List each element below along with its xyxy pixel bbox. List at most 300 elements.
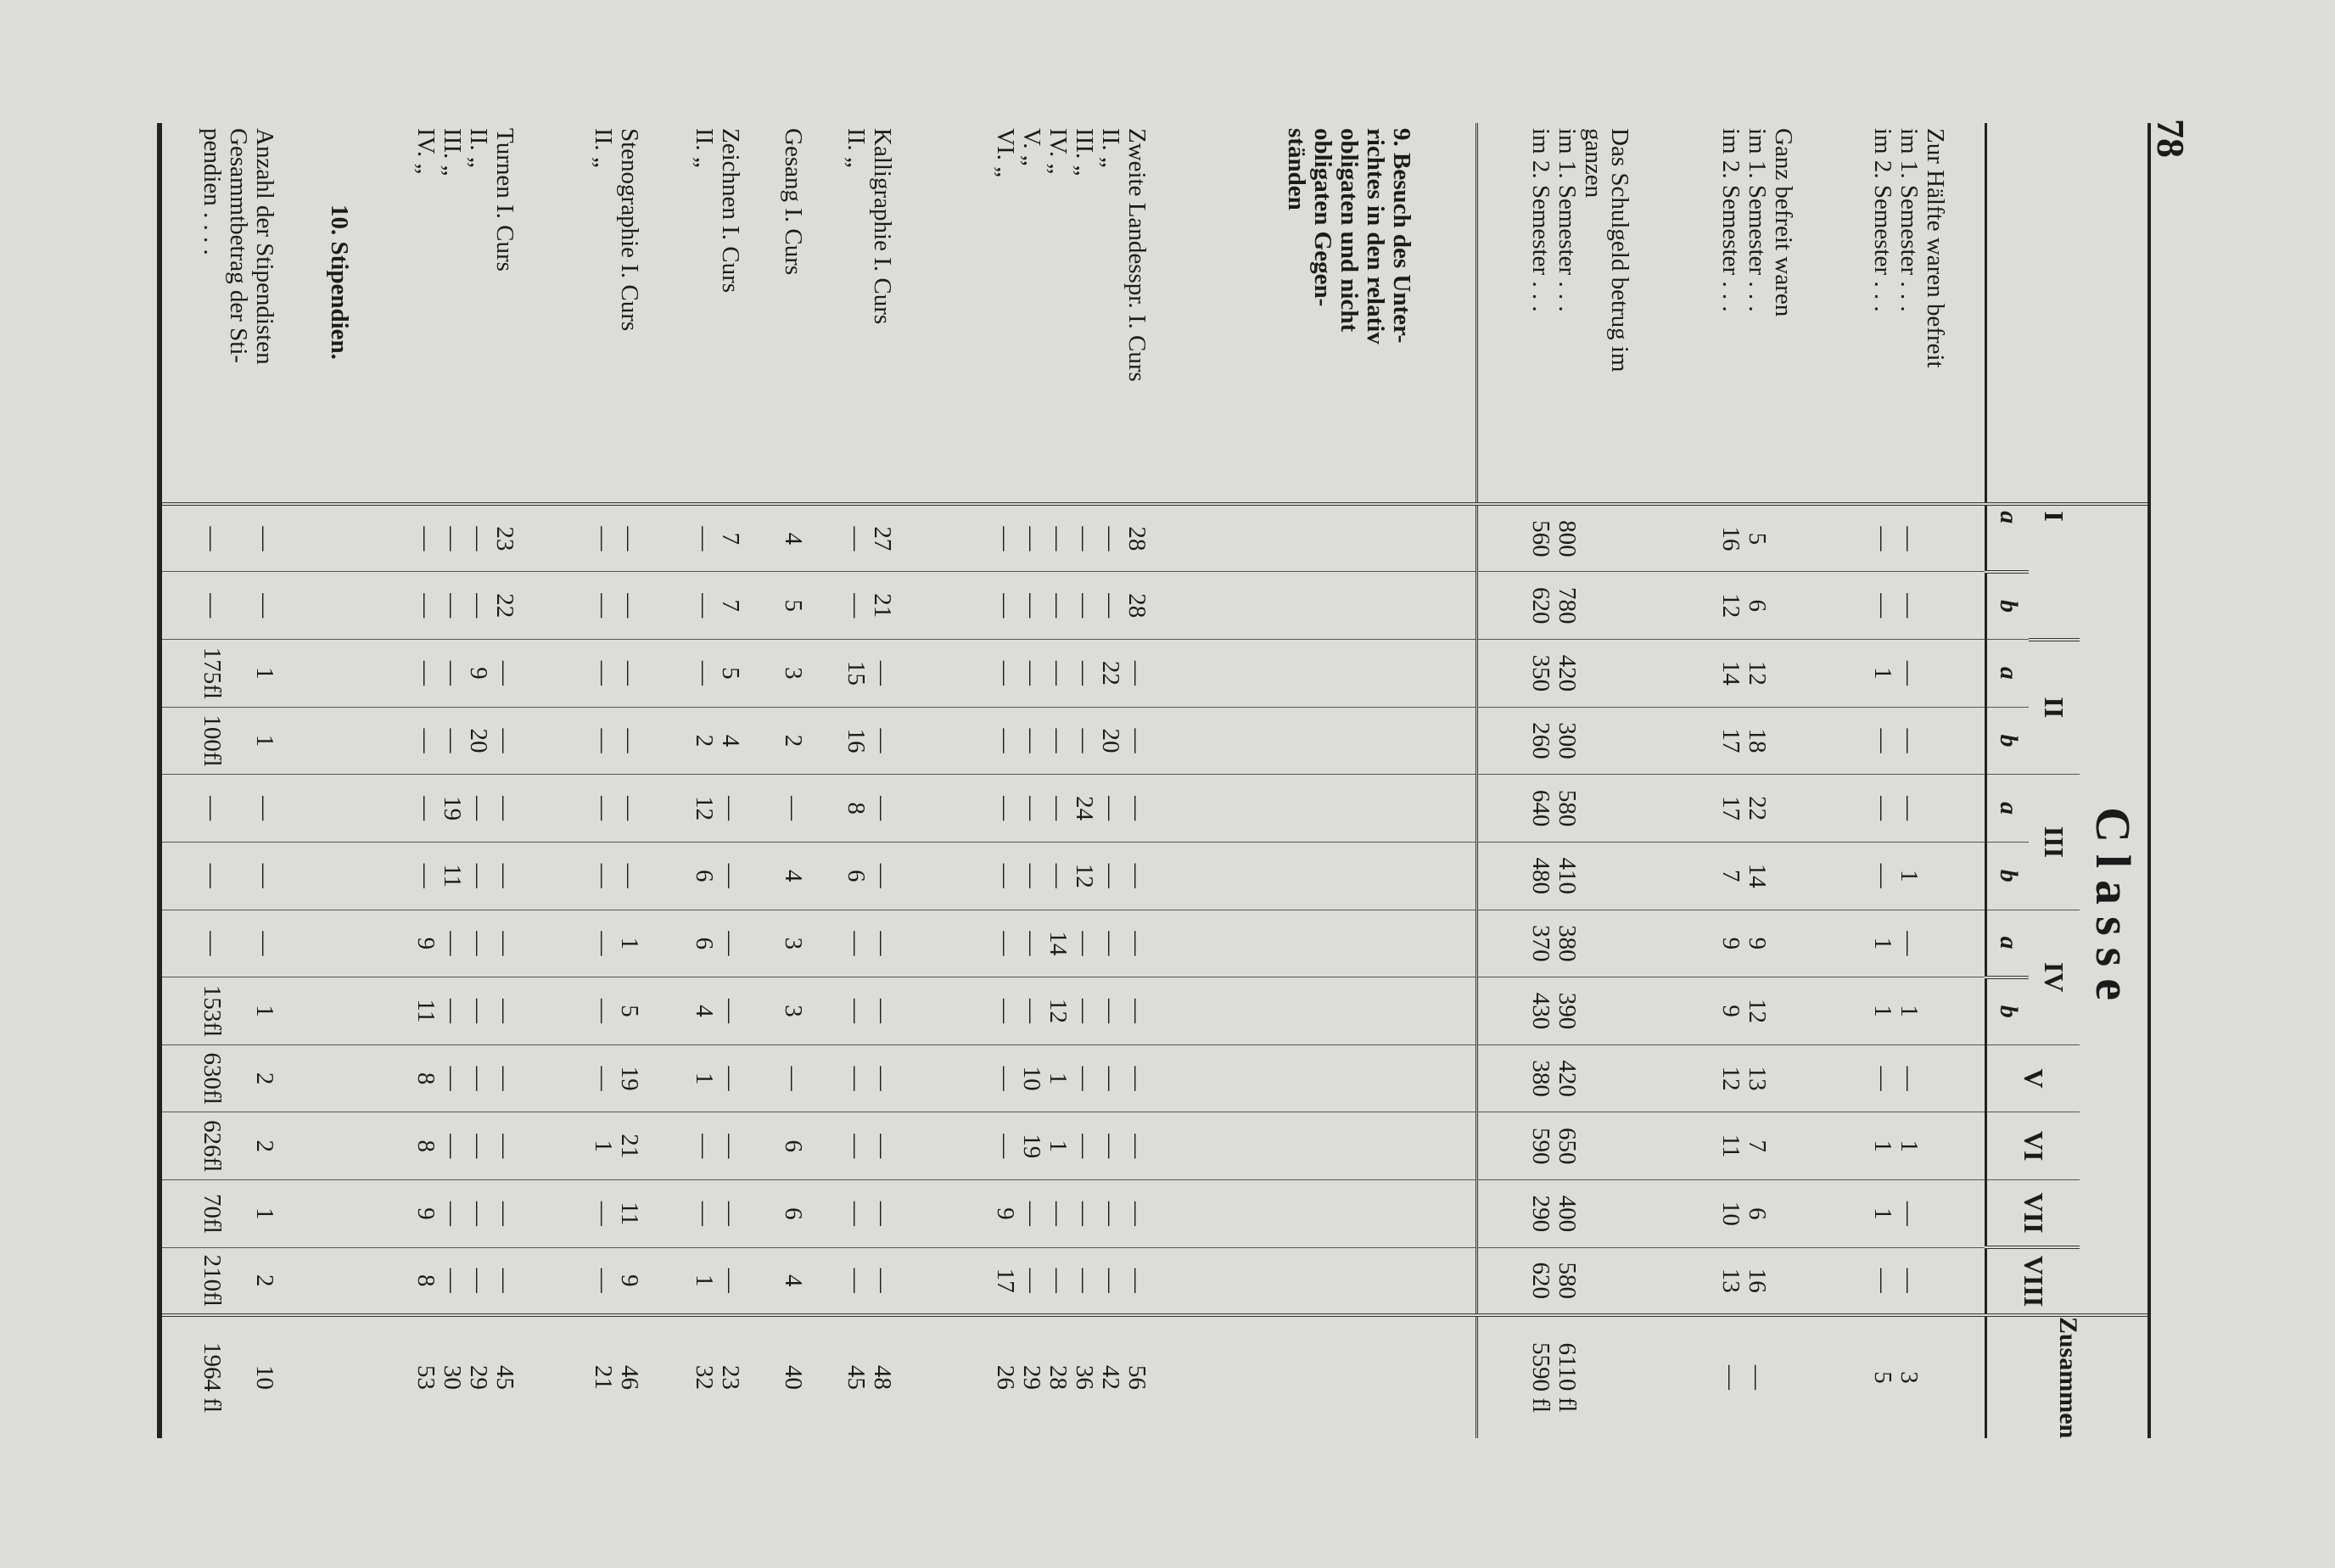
value-cell	[162, 775, 314, 843]
value-cell	[667, 707, 768, 775]
cell-value: 45	[491, 1364, 518, 1390]
row-label-line: pendien . . . .	[198, 128, 226, 255]
cell-value: —	[717, 998, 745, 1023]
table-row-turnen	[364, 123, 566, 1438]
cell-value: —	[1895, 660, 1923, 686]
table-row-zeichnen	[667, 123, 768, 1438]
cell-value: 16	[1716, 526, 1744, 552]
row-label-line: Turnen I. Curs	[491, 128, 518, 272]
value-cell	[667, 1247, 768, 1315]
value-cell	[1476, 1247, 1681, 1315]
value-cell	[1681, 910, 1832, 977]
cell-value: —	[691, 1134, 719, 1159]
cell-value: 5590 fl	[1526, 1341, 1554, 1413]
cell-value: 14	[1044, 931, 1072, 956]
cell-value: —	[1123, 1134, 1151, 1159]
row-label-section10	[314, 123, 364, 504]
cell-value: 3	[780, 937, 808, 950]
cell-value	[225, 1045, 251, 1112]
cell-value: —	[439, 593, 466, 619]
cell-value: —	[691, 526, 719, 552]
cell-value: 5	[616, 1005, 644, 1017]
cell-value: —	[717, 1201, 745, 1226]
cell-value: 3	[1895, 1371, 1923, 1384]
value-cell	[919, 1112, 1222, 1180]
cell-value: 620	[1526, 1262, 1554, 1299]
cell-value: 4	[691, 1005, 719, 1017]
cell-value: —	[991, 660, 1019, 686]
cell-value: —	[991, 593, 1019, 619]
value-cell	[1222, 640, 1476, 708]
cell-value: 7	[717, 599, 745, 612]
value-cell	[1681, 707, 1832, 775]
cell-value: 17	[1716, 796, 1744, 821]
value-cell	[1833, 977, 1986, 1045]
cell-value: 1	[250, 667, 278, 680]
cell-value: 32	[691, 1364, 719, 1390]
cell-value: —	[491, 1201, 518, 1226]
cell-value: 28	[1044, 1364, 1072, 1390]
value-cell	[1681, 842, 1832, 910]
cell-value: —	[250, 593, 278, 619]
cell-value	[1770, 1248, 1796, 1313]
value-cell	[667, 977, 768, 1045]
cell-value	[225, 1112, 251, 1179]
cell-value: —	[1070, 660, 1098, 686]
cell-value: 6110 fl	[1553, 1342, 1581, 1413]
cell-value: 23	[717, 1364, 745, 1390]
value-cell	[667, 1112, 768, 1180]
row-label-line: im 2. Semester . . .	[1869, 128, 1897, 312]
cell-value: 19	[616, 1066, 644, 1091]
value-cell	[1222, 842, 1476, 910]
class-header-vii: VII	[1986, 1180, 2080, 1248]
cell-value	[1770, 910, 1796, 977]
cell-value: —	[590, 931, 618, 956]
cell-value: 9	[616, 1274, 644, 1287]
cell-value	[225, 1317, 251, 1438]
class-header-ii: II	[2029, 640, 2080, 775]
cell-value: —	[465, 796, 492, 821]
cell-value: 12	[1716, 1066, 1744, 1091]
cell-value: 11	[412, 999, 440, 1023]
cell-value: —	[1070, 1201, 1098, 1226]
row-label-line: Kalligraphie I. Curs	[868, 128, 896, 325]
cell-value: 4	[780, 532, 808, 546]
cell-value: —	[842, 593, 870, 619]
cell-value: 1	[1044, 1140, 1072, 1152]
table-row-stenographie	[566, 123, 667, 1438]
cell-value: 21	[868, 593, 896, 619]
cell-value: 9	[1716, 1005, 1744, 1017]
cell-value: 3	[780, 667, 808, 680]
cell-value: —	[1123, 863, 1151, 888]
row-label-line: obligaten Gegen-	[1309, 128, 1337, 307]
value-cell	[1222, 504, 1476, 572]
cell-value: —	[1895, 796, 1923, 821]
row-label-schulgeld	[1476, 123, 1681, 504]
cell-value: —	[1895, 728, 1923, 753]
cell-value	[1606, 843, 1632, 910]
value-cell	[1222, 977, 1476, 1045]
value-cell	[566, 1180, 667, 1248]
cell-value: —	[439, 660, 466, 686]
cell-value: —	[868, 728, 896, 753]
cell-value: 8	[842, 802, 870, 815]
cell-value: 21	[616, 1134, 644, 1159]
cell-value: 1	[691, 1072, 719, 1085]
cell-value: —	[842, 1066, 870, 1091]
cell-value: —	[1869, 796, 1897, 821]
cell-value: 12	[1716, 593, 1744, 619]
cell-value: —	[868, 931, 896, 956]
cell-value: —	[590, 796, 618, 821]
cell-value	[1922, 1248, 1948, 1313]
value-cell	[314, 910, 364, 977]
row-label-befreit-half	[1833, 123, 1986, 504]
sub-header-iii-a: a	[1986, 775, 2029, 843]
cell-value: 2	[780, 734, 808, 748]
cell-value	[1580, 506, 1606, 571]
cell-value: 40	[780, 1364, 808, 1390]
cell-value	[1580, 843, 1606, 910]
cell-value: 6	[691, 869, 719, 882]
cell-value: —	[1895, 1268, 1923, 1293]
row-label-gesang	[768, 123, 818, 504]
cell-value: 29	[1017, 1364, 1045, 1390]
row-label-line: Gesang I. Curs	[780, 128, 808, 276]
row-label-line: im 2. Semester . . .	[1716, 128, 1744, 312]
value-cell	[314, 1180, 364, 1248]
cell-value: 5	[717, 667, 745, 680]
cell-value: —	[1017, 593, 1045, 619]
cell-value: 7	[717, 532, 745, 546]
value-cell	[667, 1180, 768, 1248]
cell-value: 7	[1743, 1140, 1771, 1152]
cell-value: 430	[1526, 992, 1554, 1030]
value-cell	[314, 1247, 364, 1315]
row-label-line: VI. „	[991, 128, 1019, 177]
cell-value: 630fl	[198, 1052, 226, 1105]
cell-value: 1	[616, 937, 644, 950]
cell-value: —	[717, 1066, 745, 1091]
cell-value: —	[616, 526, 644, 552]
cell-value: 29	[465, 1364, 492, 1390]
value-cell	[919, 707, 1222, 775]
sub-header-ii-a: a	[1986, 640, 2029, 708]
cell-value	[1770, 1112, 1796, 1179]
cell-value: 70fl	[198, 1193, 226, 1234]
value-cell	[364, 1247, 566, 1315]
value-cell	[818, 1044, 919, 1112]
value-cell	[162, 707, 314, 775]
cell-value: 390	[1553, 992, 1581, 1030]
cell-value	[1922, 1180, 1948, 1247]
cell-value: —	[1869, 863, 1897, 888]
classe-header: Classe	[2080, 504, 2147, 1315]
cell-value	[1580, 1180, 1606, 1247]
table-row-stipendisten	[162, 123, 314, 1438]
table-row-zweite-landesspr	[919, 123, 1222, 1438]
cell-value: 580	[1553, 789, 1581, 827]
cell-value: —	[1017, 998, 1045, 1023]
value-cell	[162, 1112, 314, 1180]
cell-value: 5	[780, 599, 808, 612]
cell-value: —	[616, 796, 644, 821]
value-cell	[768, 775, 818, 843]
cell-value	[225, 506, 251, 571]
cell-value: —	[1017, 863, 1045, 888]
cell-value	[1580, 910, 1606, 977]
value-cell	[566, 910, 667, 977]
cell-value: 1	[691, 1274, 719, 1287]
value-cell	[364, 1112, 566, 1180]
cell-value: —	[439, 931, 466, 956]
cell-value: —	[991, 526, 1019, 552]
cell-value: 22	[491, 593, 518, 619]
value-cell	[818, 707, 919, 775]
row-label-line: richtes in den relativ	[1362, 128, 1390, 344]
cell-value	[225, 1180, 251, 1247]
cell-value	[1606, 640, 1632, 707]
row-label-line: im 1. Semester . . .	[1895, 128, 1923, 312]
cell-value: —	[1044, 1268, 1072, 1293]
cell-value: 28	[1123, 593, 1151, 619]
cell-value: —	[491, 796, 518, 821]
cell-value: —	[991, 1134, 1019, 1159]
value-cell	[162, 504, 314, 572]
cell-value: 580	[1553, 1262, 1581, 1299]
cell-value: 16	[842, 728, 870, 753]
cell-value	[1922, 1317, 1948, 1438]
cell-value: —	[590, 526, 618, 552]
value-cell	[1476, 775, 1681, 843]
value-cell	[566, 775, 667, 843]
value-cell	[1833, 707, 1986, 775]
value-cell	[364, 1044, 566, 1112]
cell-value	[1606, 775, 1632, 842]
cell-value: —	[717, 1268, 745, 1293]
row-label-line: II. „	[465, 128, 492, 168]
class-header-vi: VI	[1986, 1112, 2080, 1180]
row-label-line: Gesammtbetrag der Sti-	[224, 128, 252, 364]
cell-value	[1770, 1045, 1796, 1112]
cell-value: 1	[1044, 1072, 1072, 1085]
value-cell	[768, 1180, 818, 1248]
cell-value: —	[1044, 1201, 1072, 1226]
value-cell	[1222, 1044, 1476, 1112]
cell-value: 260	[1526, 722, 1554, 759]
cell-value: —	[439, 728, 466, 753]
cell-value: —	[412, 526, 440, 552]
sub-header-iv-a: a	[1986, 910, 2029, 977]
table-row-gesang	[768, 123, 818, 1438]
cell-value: —	[616, 660, 644, 686]
cell-value: —	[842, 526, 870, 552]
row-label-line: IV. „	[1044, 128, 1072, 175]
cell-value: —	[1096, 931, 1124, 956]
cell-value	[1606, 1045, 1632, 1112]
value-cell	[162, 842, 314, 910]
cell-value: 620	[1526, 586, 1554, 624]
value-cell	[818, 1180, 919, 1248]
cell-value: —	[1096, 1134, 1124, 1159]
cell-value: —	[491, 728, 518, 753]
cell-value	[1770, 775, 1796, 842]
value-cell	[919, 572, 1222, 640]
value-cell	[162, 640, 314, 708]
cell-value: 3	[780, 1005, 808, 1017]
cell-value: 22	[1096, 660, 1124, 686]
table-row-kalligraphie	[818, 123, 919, 1438]
cell-value: —	[691, 1201, 719, 1226]
cell-value: 2	[250, 1274, 278, 1287]
cell-value: 36	[1070, 1364, 1098, 1390]
value-cell	[919, 775, 1222, 843]
value-cell	[566, 707, 667, 775]
cell-value: —	[1070, 593, 1098, 619]
cell-value: 20	[1096, 728, 1124, 753]
value-cell	[1681, 1247, 1832, 1315]
value-cell	[667, 910, 768, 977]
value-cell	[1476, 842, 1681, 910]
cell-value: —	[616, 593, 644, 619]
value-cell	[162, 572, 314, 640]
value-cell	[364, 640, 566, 708]
cell-value: —	[842, 1268, 870, 1293]
cell-value: 9	[412, 937, 440, 950]
cell-value: —	[590, 998, 618, 1023]
value-cell	[768, 910, 818, 977]
cell-value: 19	[439, 796, 466, 821]
cell-value: —	[1070, 998, 1098, 1023]
row-label-line: im 1. Semester . . .	[1743, 128, 1771, 312]
zusammen-header: Zusammen	[1986, 1315, 2147, 1438]
cell-value	[225, 910, 251, 977]
cell-value: —	[491, 1134, 518, 1159]
cell-value: 2	[250, 1072, 278, 1085]
cell-value: 9	[1716, 937, 1744, 950]
row-label-line: im 2. Semester . . .	[1526, 128, 1554, 312]
cell-value: 9	[465, 667, 492, 680]
value-cell	[162, 910, 314, 977]
row-label-line: II. „	[842, 128, 870, 168]
row-label-line: III. „	[1070, 128, 1098, 176]
cell-value	[1606, 1317, 1632, 1438]
value-cell	[1681, 1180, 1832, 1248]
cell-value: 100fl	[198, 714, 226, 767]
cell-value: —	[412, 593, 440, 619]
cell-value: 1	[250, 734, 278, 748]
value-cell	[818, 1247, 919, 1315]
class-header-iii: III	[2029, 775, 2080, 910]
table-row-section10	[314, 123, 364, 1438]
cell-value: —	[465, 1201, 492, 1226]
value-cell	[314, 977, 364, 1045]
cell-value: —	[991, 863, 1019, 888]
value-cell	[818, 572, 919, 640]
zusammen-cell	[667, 1315, 768, 1438]
cell-value: —	[1895, 931, 1923, 956]
cell-value: 24	[1070, 796, 1098, 821]
cell-value: 16	[1743, 1268, 1771, 1293]
cell-value: 1	[1895, 1140, 1923, 1152]
cell-value	[1922, 640, 1948, 707]
row-label-line: II. „	[691, 128, 719, 168]
cell-value: —	[1123, 1268, 1151, 1293]
value-cell	[1681, 504, 1832, 572]
cell-value: 210fl	[198, 1254, 226, 1307]
zusammen-cell	[768, 1315, 818, 1438]
cell-value: 1	[1895, 869, 1923, 882]
cell-value: 17	[991, 1268, 1019, 1293]
cell-value: —	[868, 1268, 896, 1293]
cell-value: 640	[1526, 789, 1554, 827]
value-cell	[566, 504, 667, 572]
row-label-kalligraphie	[818, 123, 919, 504]
cell-value: —	[1123, 1066, 1151, 1091]
value-cell	[1222, 1247, 1476, 1315]
cell-value: 153fl	[198, 984, 226, 1038]
row-label-line: Zur Hälfte waren befreit	[1922, 128, 1950, 368]
cell-value: —	[868, 1201, 896, 1226]
class-header-viii: VIII	[1986, 1247, 2080, 1315]
cell-value: 1	[1869, 1207, 1897, 1220]
cell-value: 1964 fl	[198, 1341, 226, 1413]
value-cell	[768, 640, 818, 708]
value-cell	[919, 504, 1222, 572]
value-cell	[1833, 1247, 1986, 1315]
value-cell	[667, 775, 768, 843]
cell-value: 22	[1743, 796, 1771, 821]
value-cell	[1833, 775, 1986, 843]
cell-value: —	[1123, 660, 1151, 686]
cell-value	[1580, 1248, 1606, 1313]
value-cell	[919, 1044, 1222, 1112]
value-cell	[1476, 977, 1681, 1045]
cell-value: 175fl	[198, 647, 226, 699]
value-cell	[1833, 1180, 1986, 1248]
cell-value: 290	[1526, 1195, 1554, 1233]
cell-value: —	[250, 796, 278, 821]
cell-value: —	[868, 660, 896, 686]
cell-value: 30	[439, 1364, 466, 1390]
table-row-section9	[1222, 123, 1476, 1438]
cell-value: 1	[1869, 937, 1897, 950]
value-cell	[1476, 640, 1681, 708]
cell-value	[1770, 1317, 1796, 1438]
value-cell	[1476, 1044, 1681, 1112]
cell-value: —	[1096, 1201, 1124, 1226]
cell-value: 480	[1526, 857, 1554, 894]
cell-value: 13	[1716, 1268, 1744, 1293]
cell-value: —	[1070, 931, 1098, 956]
cell-value: 23	[491, 526, 518, 552]
value-cell	[1476, 1112, 1681, 1180]
cell-value: —	[842, 1134, 870, 1159]
cell-value: —	[991, 931, 1019, 956]
cell-value: —	[717, 931, 745, 956]
value-cell	[1681, 775, 1832, 843]
cell-value: 42	[1096, 1364, 1124, 1390]
cell-value: —	[465, 863, 492, 888]
value-cell	[1476, 707, 1681, 775]
value-cell	[566, 1044, 667, 1112]
cell-value	[225, 977, 251, 1044]
cell-value	[225, 640, 251, 707]
row-label-zeichnen	[667, 123, 768, 504]
value-cell	[919, 1247, 1222, 1315]
